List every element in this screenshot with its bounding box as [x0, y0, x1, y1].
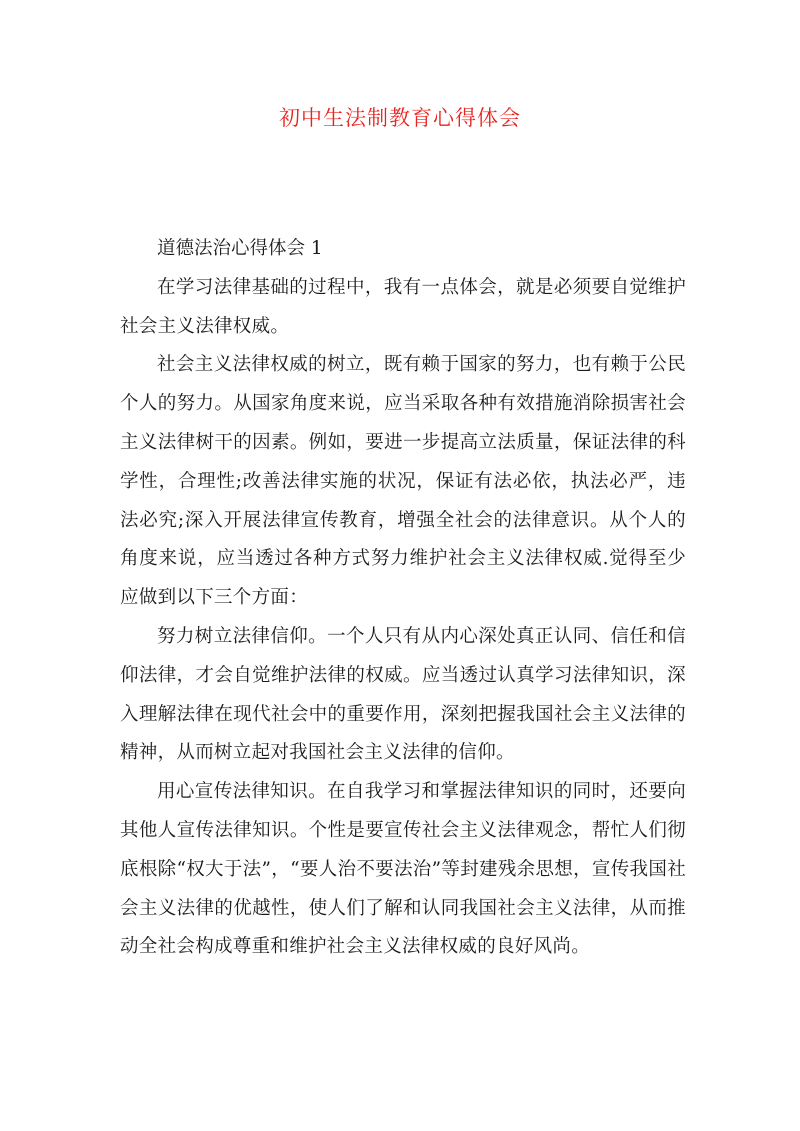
- document-title: 初中生法制教育心得体会: [279, 106, 521, 130]
- paragraph-3: 努力树立法律信仰。一个人只有从内心深处真正认同、信任和信仰法律，才会自觉维护法律的权威。应当透过认真学习法律知识，深入理解法律在现代社会中的重要作用，深刻把握我国社会主义法律的精神，从而树立起对我国社会主义法律的信仰。: [120, 625, 686, 764]
- paragraph-4: 用心宣传法律知识。在自我学习和掌握法律知识的同时，还要向其他人宣传法律知识。个性是要宣传社会主义法律观念，帮忙人们彻底根除“权大于法”，“要人治不要法治”等封建残余思想，宣传我国社会主义法律的优越性，使人们了解和认同我国社会主义法律，从而推动全社会构成尊重和维护社会主义法律权威的良好风尚。: [120, 781, 686, 958]
- document-body: [120, 230, 686, 967]
- paragraph-2: 社会主义法律权威的树立，既有赖于国家的努力，也有赖于公民个人的努力。从国家角度来说，应当采取各种有效措施消除损害社会主义法律树干的因素。例如，要进一步提高立法质量，保证法律的科学性，合理性;改善法律实施的状况，保证有法必依，执法必严，违法必究;深入开展法律宣传教育，增强全社会的法律意识。从个人的角度来说，应当透过各种方式努力维护社会主义法律权威.觉得至少应做到以下三个方面：: [120, 354, 686, 609]
- paragraph-1: 在学习法律基础的过程中，我有一点体会，就是必须要自觉维护社会主义法律权威。: [120, 276, 686, 337]
- section-heading: 道德法治心得体会 1: [157, 238, 323, 259]
